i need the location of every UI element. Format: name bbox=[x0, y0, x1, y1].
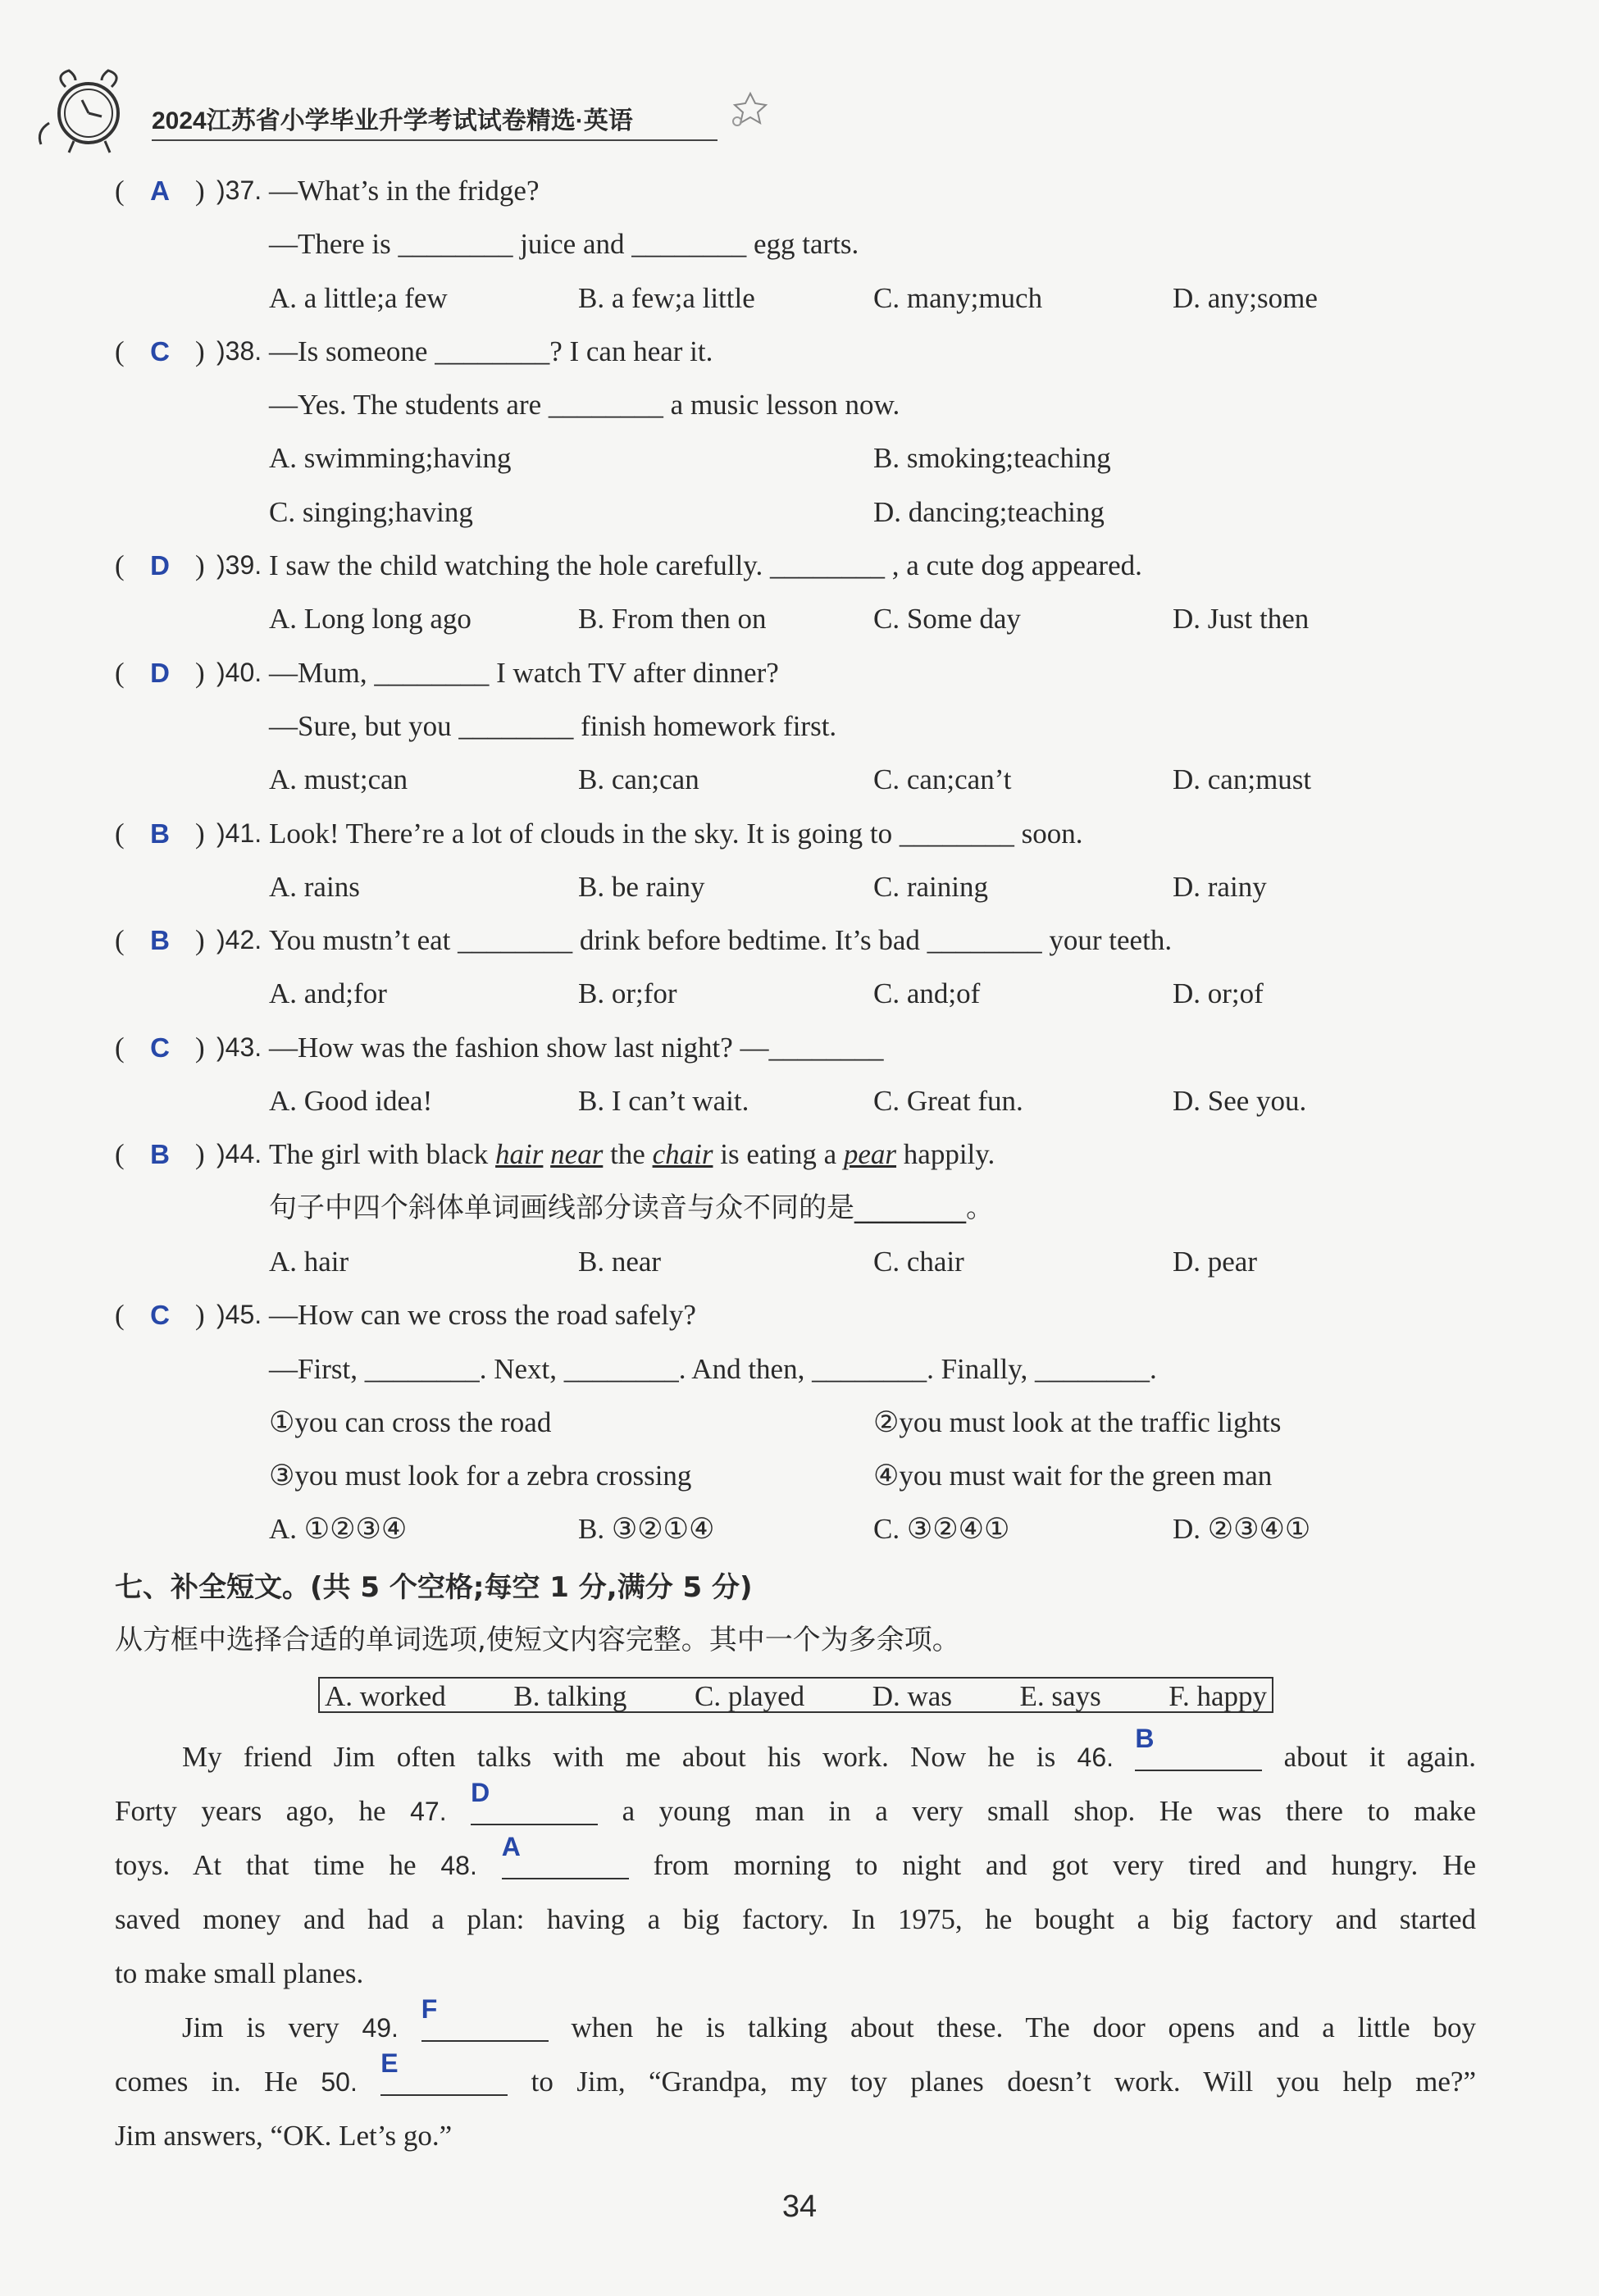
blank-number: 50. bbox=[321, 2067, 358, 2097]
blank-number: 47. bbox=[410, 1797, 447, 1826]
sentence-text: is eating a bbox=[713, 1138, 844, 1171]
option-b: B. or;for bbox=[578, 977, 677, 1010]
question-45: ( C ) )45. —How can we cross the road safely? —First, ________. Next, ________. And then, ________. Finally, ________. ①you can cross the road ②you must look at the traffic lights ③you must look for a zebra crossing ④you must wait for the green man A. ①②③④ B. ③②①④ C. ③②④① D. ②③④① bbox=[115, 1288, 1492, 1556]
option-a: A. a little;a few bbox=[269, 281, 448, 314]
option-c: C. Great fun. bbox=[873, 1085, 1023, 1118]
option-c: C. ③②④① bbox=[873, 1513, 1010, 1546]
answer: A bbox=[150, 175, 170, 206]
passage-text: to Jim, “Grandpa, my toy planes doesn’t work. Will you help me?” bbox=[508, 2066, 1476, 2098]
blank-48 bbox=[501, 1832, 629, 1879]
sentence-text: happily. bbox=[896, 1138, 995, 1171]
question-stem: —There is ________ juice and ________ egg tarts. bbox=[269, 228, 859, 261]
question-number: )41. bbox=[216, 818, 262, 848]
question-stem: Look! There’re a lot of clouds in the sky. It is going to ________ soon. bbox=[269, 817, 1083, 850]
option-d: D. Just then bbox=[1173, 603, 1310, 636]
option-b: B. can;can bbox=[578, 763, 699, 796]
option-b: B. ③②①④ bbox=[578, 1513, 715, 1546]
question-stem: —First, ________. Next, ________. And then, ________. Finally, ________. bbox=[269, 1352, 1157, 1385]
page-number: 34 bbox=[781, 2189, 818, 2224]
word-box bbox=[318, 1677, 1273, 1713]
option-d: D. See you. bbox=[1173, 1085, 1307, 1118]
phrase-3: ③you must look for a zebra crossing bbox=[269, 1460, 692, 1492]
option-d: D. dancing;teaching bbox=[873, 495, 1105, 528]
italic-word: hair bbox=[495, 1138, 544, 1171]
passage-text: about it again. bbox=[1262, 1741, 1476, 1773]
question-number: )44. bbox=[216, 1139, 262, 1169]
passage-text: from morning to night and got very tired and hungry. He bbox=[628, 1849, 1477, 1881]
passage-text: comes in. He bbox=[115, 2066, 321, 2098]
answer: B bbox=[150, 818, 170, 849]
italic-word: near bbox=[550, 1138, 604, 1171]
blank-number: 49. bbox=[362, 2013, 399, 2043]
question-37: ( A ) )37. —What’s in the fridge? —There is ________ juice and ________ egg tarts. A. a little;a few B. a few;a little C. many;much D. any;some bbox=[115, 164, 1492, 325]
option-a: A. ①②③④ bbox=[269, 1513, 408, 1546]
question-stem: —How can we cross the road safely? bbox=[269, 1299, 696, 1332]
passage-text: when he is talking about these. The door opens and a little boy bbox=[548, 2011, 1476, 2043]
option-c: C. and;of bbox=[873, 977, 981, 1010]
option-b: B. a few;a little bbox=[578, 281, 755, 314]
question-instruction: 句子中四个斜体单词画线部分读音与众不同的是________。 bbox=[269, 1191, 994, 1224]
option-c: C. raining bbox=[873, 870, 988, 903]
question-stem: —Is someone ________? I can hear it. bbox=[269, 335, 713, 367]
word-option: A. worked bbox=[325, 1680, 446, 1712]
word-option: E. says bbox=[1019, 1680, 1101, 1712]
question-number: )37. bbox=[216, 175, 262, 205]
passage-line bbox=[115, 1778, 1477, 1838]
option-a: A. must;can bbox=[269, 763, 408, 796]
question-44: ( B ) )44. The girl with black hair near the chair is eating a pear happily. 句子中四个斜体单词画线部分读音与众不同的是________。 A. hair B. near C. chair D. pear bbox=[115, 1128, 1492, 1288]
option-a: A. Good idea! bbox=[269, 1085, 433, 1118]
option-c: C. many;much bbox=[873, 281, 1043, 314]
questions-list bbox=[115, 164, 1492, 1556]
question-43: ( C ) )43. —How was the fashion show last night? —________ A. Good idea! B. I can’t wait. C. Great fun. D. See you. bbox=[115, 1021, 1492, 1128]
section-title: 七、补全短文。(共 5 个空格;每空 1 分,满分 5 分) bbox=[115, 1571, 753, 1604]
question-number: )43. bbox=[216, 1032, 262, 1062]
passage-text: Jim is very bbox=[182, 2011, 362, 2043]
option-c: C. singing;having bbox=[269, 495, 473, 528]
passage-line bbox=[115, 1832, 1477, 1893]
option-c: C. can;can’t bbox=[873, 763, 1012, 796]
question-stem bbox=[269, 1128, 995, 1181]
answer: D bbox=[150, 550, 170, 581]
option-d: D. any;some bbox=[1173, 281, 1318, 314]
question-stem: —How was the fashion show last night? —________ bbox=[269, 1031, 884, 1064]
passage-line bbox=[115, 1994, 1476, 2055]
question-42: ( B ) )42. You mustn’t eat ________ drink before bedtime. It’s bad ________ your teeth. A. and;for B. or;for C. and;of D. or;of bbox=[115, 913, 1492, 1021]
blank-answer: D bbox=[471, 1778, 490, 1807]
question-stem: —Mum, ________ I watch TV after dinner? bbox=[269, 656, 779, 689]
passage-text: a young man in a very small shop. He was there to make bbox=[598, 1795, 1477, 1827]
answer: B bbox=[150, 1139, 170, 1170]
word-option: D. was bbox=[872, 1680, 952, 1712]
phrase-4: ④you must wait for the green man bbox=[873, 1460, 1273, 1492]
option-a: A. swimming;having bbox=[269, 442, 512, 475]
section-instruction: 从方框中选择合适的单词选项,使短文内容完整。其中一个为多余项。 bbox=[115, 1624, 960, 1656]
word-option: B. talking bbox=[513, 1680, 627, 1712]
option-a: A. Long long ago bbox=[269, 603, 472, 636]
answer: C bbox=[150, 335, 170, 367]
page-header bbox=[33, 49, 754, 156]
question-39: ( D ) )39. I saw the child watching the hole carefully. ________ , a cute dog appeared. A. Long long ago B. From then on C. Some day D. Just then bbox=[115, 539, 1492, 646]
italic-word: pear bbox=[843, 1138, 897, 1171]
phrase-1: ①you can cross the road bbox=[269, 1405, 552, 1438]
blank-49 bbox=[421, 1994, 549, 2042]
passage-line: saved money and had a plan: having a big factory. In 1975, he bought a big factory and started bbox=[115, 1903, 1476, 1935]
answer: D bbox=[150, 657, 170, 688]
blank-46 bbox=[1135, 1724, 1262, 1771]
question-stem: I saw the child watching the hole carefully. ________ , a cute dog appeared. bbox=[269, 549, 1142, 582]
passage-line bbox=[115, 1724, 1476, 1784]
option-b: B. near bbox=[578, 1245, 662, 1278]
blank-number: 46. bbox=[1077, 1742, 1114, 1772]
sentence-text: the bbox=[603, 1138, 653, 1171]
blank-answer: F bbox=[421, 1994, 438, 2024]
question-number: )42. bbox=[216, 925, 262, 955]
word-option: F. happy bbox=[1168, 1680, 1267, 1712]
answer: C bbox=[150, 1032, 170, 1063]
blank-47 bbox=[471, 1778, 598, 1825]
question-41: ( B ) )41. Look! There’re a lot of clouds in the sky. It is going to ________ soon. A. rains B. be rainy C. raining D. rainy bbox=[115, 807, 1492, 914]
blank-number: 48. bbox=[440, 1851, 477, 1880]
blank-answer: E bbox=[380, 2048, 399, 2078]
option-d: D. rainy bbox=[1173, 870, 1267, 903]
option-a: A. hair bbox=[269, 1245, 349, 1278]
question-number: )40. bbox=[216, 657, 262, 687]
passage-line: to make small planes. bbox=[115, 1957, 364, 1989]
option-a: A. and;for bbox=[269, 977, 387, 1010]
answer: C bbox=[150, 1300, 170, 1331]
header-rule bbox=[152, 139, 718, 141]
passage bbox=[115, 1724, 1477, 2163]
option-c: C. Some day bbox=[873, 603, 1021, 636]
phrase-2: ②you must look at the traffic lights bbox=[873, 1405, 1282, 1438]
italic-word: chair bbox=[652, 1138, 713, 1171]
question-38: ( C ) )38. —Is someone ________? I can hear it. —Yes. The students are ________ a music lesson now. A. swimming;having B. smoking;teaching C. singing;having D. dancing;teaching bbox=[115, 325, 1492, 539]
passage-line: Jim answers, “OK. Let’s go.” bbox=[115, 2120, 453, 2152]
passage-line bbox=[115, 2048, 1476, 2109]
option-c: C. chair bbox=[873, 1245, 964, 1278]
word-option: C. played bbox=[695, 1680, 805, 1712]
option-b: B. I can’t wait. bbox=[578, 1085, 749, 1118]
option-d: D. pear bbox=[1173, 1245, 1258, 1278]
sentence-text: The girl with black bbox=[269, 1138, 496, 1171]
passage-text: My friend Jim often talks with me about his work. Now he is bbox=[182, 1741, 1077, 1773]
option-b: B. From then on bbox=[578, 603, 767, 636]
option-d: D. ②③④① bbox=[1173, 1513, 1311, 1546]
question-40: ( D ) )40. —Mum, ________ I watch TV after dinner? —Sure, but you ________ finish homework first. A. must;can B. can;can C. can;can’t D. can;must bbox=[115, 646, 1492, 807]
alarm-clock-icon bbox=[33, 66, 139, 156]
header-title: 2024江苏省小学毕业升学考试试卷精选·英语 bbox=[152, 107, 633, 134]
option-b: B. smoking;teaching bbox=[873, 442, 1111, 475]
question-stem: —Sure, but you ________ finish homework first. bbox=[269, 709, 837, 742]
option-a: A. rains bbox=[269, 870, 360, 903]
blank-50 bbox=[380, 2048, 508, 2096]
passage-text: toys. At that time he bbox=[115, 1849, 441, 1881]
question-stem: —What’s in the fridge? bbox=[269, 175, 540, 207]
question-stem: You mustn’t eat ________ drink before bedtime. It’s bad ________ your teeth. bbox=[269, 924, 1173, 957]
option-d: D. or;of bbox=[1173, 977, 1264, 1010]
blank-answer: B bbox=[1135, 1724, 1155, 1753]
option-d: D. can;must bbox=[1173, 763, 1312, 796]
answer: B bbox=[150, 925, 170, 956]
blank-answer: A bbox=[501, 1832, 521, 1861]
question-number: )38. bbox=[216, 335, 262, 366]
question-stem: —Yes. The students are ________ a music lesson now. bbox=[269, 389, 900, 421]
passage-text: Forty years ago, he bbox=[115, 1795, 411, 1827]
question-number: )45. bbox=[216, 1300, 262, 1330]
question-number: )39. bbox=[216, 550, 262, 581]
flower-star-icon bbox=[726, 90, 775, 131]
option-b: B. be rainy bbox=[578, 870, 705, 903]
